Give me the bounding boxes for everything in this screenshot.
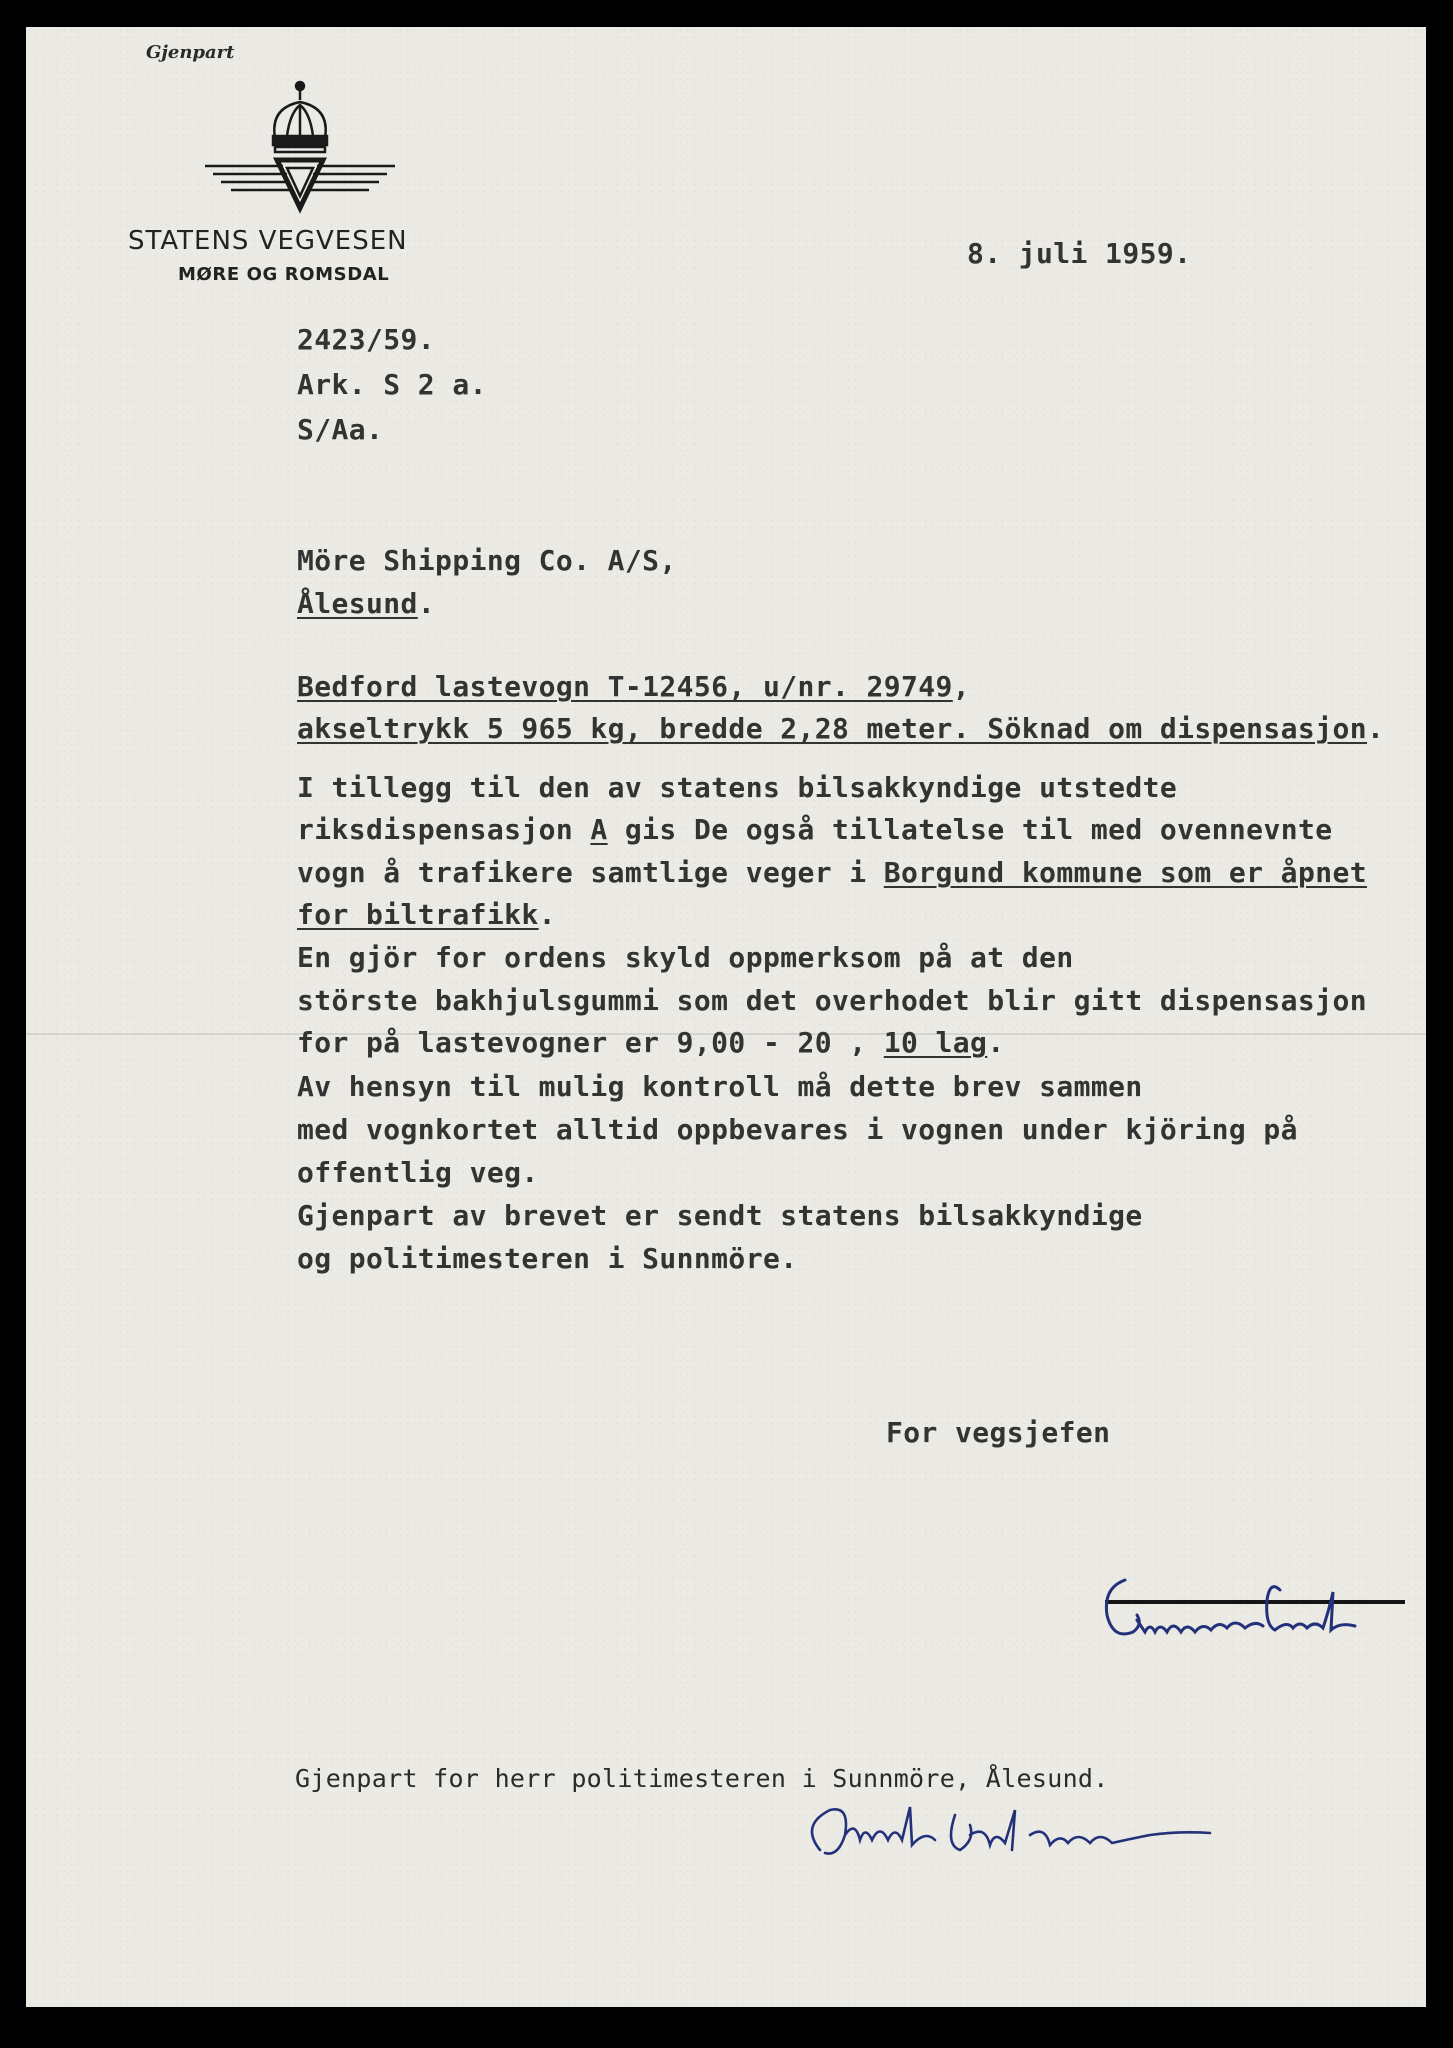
archive-code: Ark. S 2 a. <box>297 368 487 401</box>
crown-wings-emblem-icon <box>195 78 405 228</box>
body-line: offentlig veg. <box>297 1156 539 1189</box>
body-text: vogn å trafikere samtlige veger i <box>297 856 884 889</box>
body-line: Gjenpart av brevet er sendt statens bilsakkyndige <box>297 1199 1143 1232</box>
recipient-city-line <box>297 587 435 620</box>
recipient-city: Ålesund <box>297 587 418 620</box>
body-line: En gjör for ordens skyld oppmerksom på at den <box>297 941 1074 974</box>
body-text: for på lastevogner er 9,00 - 20 , <box>297 1026 884 1059</box>
body-line: störste bakhjulsgummi som det overhodet blir gitt dispensasjon <box>297 984 1367 1017</box>
recipient-city-punct: . <box>417 587 436 620</box>
copy-label: Gjenpart <box>146 42 235 63</box>
organization-name: STATENS VEGVESEN <box>128 226 408 256</box>
subject-line-1 <box>297 670 970 703</box>
subject-line-2-text: akseltrykk 5 965 kg, bredde 2,28 meter. Söknad om dispensasjon <box>297 712 1367 745</box>
body-line: med vognkortet alltid oppbevares i vognen under kjöring på <box>297 1113 1298 1146</box>
body-text-underlined: A <box>590 813 608 846</box>
body-line <box>297 813 1332 846</box>
copy-note: Gjenpart for herr politimesteren i Sunnmöre, Ålesund. <box>295 1764 1109 1793</box>
body-line: Av hensyn til mulig kontroll må dette brev sammen <box>297 1070 1143 1103</box>
body-line <box>297 1026 1005 1059</box>
body-text: . <box>987 1026 1005 1059</box>
body-text-underlined: Borgund kommune som er åpnet <box>883 856 1367 889</box>
body-text: gis De også tillatelse til med ovennevnte <box>607 813 1333 846</box>
initials: S/Aa. <box>297 413 384 446</box>
body-line <box>297 856 1367 889</box>
handwritten-signature-2 <box>800 1795 1260 1875</box>
body-text-underlined: 10 lag <box>883 1026 988 1059</box>
body-text: riksdispensasjon <box>297 813 591 846</box>
signature-label: For vegsjefen <box>886 1416 1111 1449</box>
body-line: I tillegg til den av statens bilsakkyndige utstedte <box>297 771 1178 804</box>
reference-number: 2423/59. <box>297 323 436 356</box>
subject-line-1-punct: , <box>952 670 971 703</box>
letter-date: 8. juli 1959. <box>967 237 1192 270</box>
subject-line-1-text: Bedford lastevogn T-12456, u/nr. 29749 <box>297 670 953 703</box>
body-line <box>297 898 556 931</box>
body-line: og politimesteren i Sunnmöre. <box>297 1242 798 1275</box>
body-text: . <box>538 898 556 931</box>
letter-page <box>26 27 1426 2007</box>
subject-line-2-punct: . <box>1366 712 1385 745</box>
handwritten-signature-1 <box>1095 1570 1415 1670</box>
department-name: MØRE OG ROMSDAL <box>178 264 390 285</box>
body-text-underlined: for biltrafikk <box>297 898 539 931</box>
recipient-name: Möre Shipping Co. A/S, <box>297 544 677 577</box>
subject-line-2 <box>297 712 1384 745</box>
